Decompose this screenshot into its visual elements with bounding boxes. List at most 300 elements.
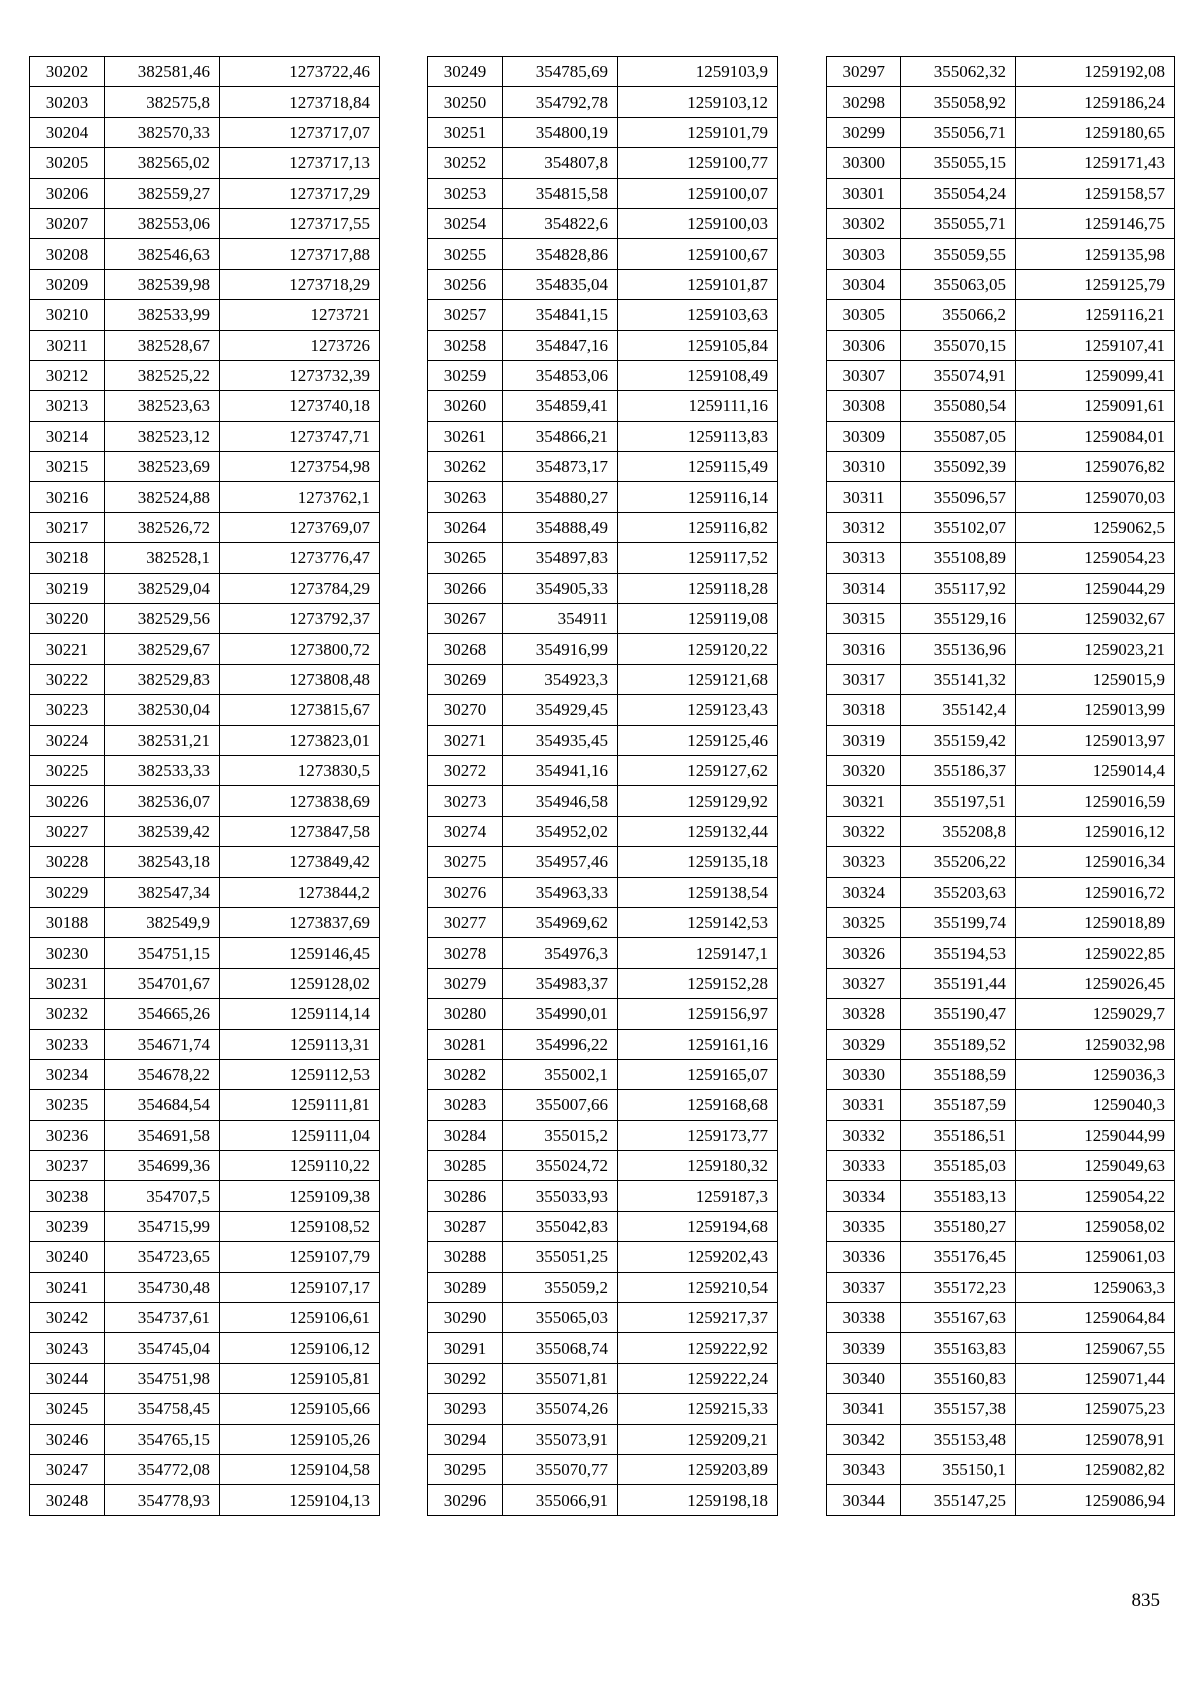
table-row xyxy=(428,1485,778,1515)
point-number-cell: 30226 xyxy=(30,786,105,816)
point-number-cell: 30307 xyxy=(827,360,901,390)
table-row xyxy=(30,725,380,755)
y-coordinate-cell: 1273849,42 xyxy=(220,847,380,877)
y-coordinate-cell: 1273717,29 xyxy=(220,178,380,208)
table-row xyxy=(827,300,1175,330)
x-coordinate-cell: 354772,08 xyxy=(105,1454,220,1484)
point-number-cell: 30292 xyxy=(428,1363,503,1393)
y-coordinate-cell: 1259086,94 xyxy=(1016,1485,1175,1515)
table-row xyxy=(428,512,778,542)
x-coordinate-cell: 382529,04 xyxy=(105,573,220,603)
x-coordinate-cell: 355157,38 xyxy=(901,1394,1016,1424)
y-coordinate-cell: 1259192,08 xyxy=(1016,57,1175,87)
table-row xyxy=(827,1394,1175,1424)
y-coordinate-cell: 1259022,85 xyxy=(1016,938,1175,968)
table-row xyxy=(30,1485,380,1515)
x-coordinate-cell: 354976,3 xyxy=(503,938,618,968)
y-coordinate-cell: 1273717,55 xyxy=(220,208,380,238)
x-coordinate-cell: 355150,1 xyxy=(901,1454,1016,1484)
table-row xyxy=(428,847,778,877)
x-coordinate-cell: 354701,67 xyxy=(105,968,220,998)
point-number-cell: 30231 xyxy=(30,968,105,998)
table-row xyxy=(30,1333,380,1363)
x-coordinate-cell: 354715,99 xyxy=(105,1211,220,1241)
point-number-cell: 30276 xyxy=(428,877,503,907)
table-row xyxy=(827,1272,1175,1302)
x-coordinate-cell: 354778,93 xyxy=(105,1485,220,1515)
x-coordinate-cell: 354665,26 xyxy=(105,999,220,1029)
x-coordinate-cell: 354923,3 xyxy=(503,664,618,694)
point-number-cell: 30272 xyxy=(428,755,503,785)
point-number-cell: 30313 xyxy=(827,543,901,573)
y-coordinate-cell: 1259049,63 xyxy=(1016,1151,1175,1181)
x-coordinate-cell: 355015,2 xyxy=(503,1120,618,1150)
x-coordinate-cell: 354983,37 xyxy=(503,968,618,998)
point-number-cell: 30301 xyxy=(827,178,901,208)
x-coordinate-cell: 382523,63 xyxy=(105,391,220,421)
table-row xyxy=(428,1029,778,1059)
table-row xyxy=(428,117,778,147)
table-row xyxy=(827,786,1175,816)
y-coordinate-cell: 1259091,61 xyxy=(1016,391,1175,421)
table-row xyxy=(30,330,380,360)
point-number-cell: 30316 xyxy=(827,634,901,664)
x-coordinate-cell: 355063,05 xyxy=(901,269,1016,299)
y-coordinate-cell: 1259082,82 xyxy=(1016,1454,1175,1484)
x-coordinate-cell: 354841,15 xyxy=(503,300,618,330)
point-number-cell: 30317 xyxy=(827,664,901,694)
table-row xyxy=(30,1394,380,1424)
y-coordinate-cell: 1273762,1 xyxy=(220,482,380,512)
table-row xyxy=(428,1181,778,1211)
table-row xyxy=(30,1303,380,1333)
point-number-cell: 30268 xyxy=(428,634,503,664)
point-number-cell: 30281 xyxy=(428,1029,503,1059)
y-coordinate-cell: 1259112,53 xyxy=(220,1059,380,1089)
y-coordinate-cell: 1259180,65 xyxy=(1016,117,1175,147)
point-number-cell: 30273 xyxy=(428,786,503,816)
point-number-cell: 30263 xyxy=(428,482,503,512)
table-row xyxy=(827,664,1175,694)
x-coordinate-cell: 355142,4 xyxy=(901,695,1016,725)
y-coordinate-cell: 1259194,68 xyxy=(618,1211,778,1241)
y-coordinate-cell: 1259114,14 xyxy=(220,999,380,1029)
point-number-cell: 30310 xyxy=(827,452,901,482)
table-row xyxy=(30,968,380,998)
y-coordinate-cell: 1259135,98 xyxy=(1016,239,1175,269)
table-row xyxy=(827,725,1175,755)
table-row xyxy=(428,877,778,907)
x-coordinate-cell: 382565,02 xyxy=(105,148,220,178)
point-number-cell: 30223 xyxy=(30,695,105,725)
y-coordinate-cell: 1259202,43 xyxy=(618,1242,778,1272)
y-coordinate-cell: 1259067,55 xyxy=(1016,1333,1175,1363)
point-number-cell: 30339 xyxy=(827,1333,901,1363)
table-row xyxy=(428,57,778,87)
point-number-cell: 30248 xyxy=(30,1485,105,1515)
table-row xyxy=(827,57,1175,87)
y-coordinate-cell: 1273717,13 xyxy=(220,148,380,178)
y-coordinate-cell: 1259016,72 xyxy=(1016,877,1175,907)
table-row xyxy=(428,269,778,299)
table-row xyxy=(428,1120,778,1150)
x-coordinate-cell: 354815,58 xyxy=(503,178,618,208)
point-number-cell: 30225 xyxy=(30,755,105,785)
x-coordinate-cell: 354678,22 xyxy=(105,1059,220,1089)
point-number-cell: 30259 xyxy=(428,360,503,390)
y-coordinate-cell: 1259107,79 xyxy=(220,1242,380,1272)
y-coordinate-cell: 1273718,84 xyxy=(220,87,380,117)
x-coordinate-cell: 354941,16 xyxy=(503,755,618,785)
y-coordinate-cell: 1259075,23 xyxy=(1016,1394,1175,1424)
point-number-cell: 30309 xyxy=(827,421,901,451)
point-number-cell: 30328 xyxy=(827,999,901,1029)
table-row xyxy=(428,543,778,573)
point-number-cell: 30205 xyxy=(30,148,105,178)
y-coordinate-cell: 1259128,02 xyxy=(220,968,380,998)
point-number-cell: 30212 xyxy=(30,360,105,390)
coordinate-tables xyxy=(29,56,1175,1563)
point-number-cell: 30265 xyxy=(428,543,503,573)
point-number-cell: 30217 xyxy=(30,512,105,542)
table-row xyxy=(428,239,778,269)
point-number-cell: 30330 xyxy=(827,1059,901,1089)
y-coordinate-cell: 1273776,47 xyxy=(220,543,380,573)
y-coordinate-cell: 1259107,41 xyxy=(1016,330,1175,360)
table-row xyxy=(827,452,1175,482)
y-coordinate-cell: 1273718,29 xyxy=(220,269,380,299)
x-coordinate-cell: 382526,72 xyxy=(105,512,220,542)
y-coordinate-cell: 1273717,07 xyxy=(220,117,380,147)
y-coordinate-cell: 1259146,45 xyxy=(220,938,380,968)
y-coordinate-cell: 1259158,57 xyxy=(1016,178,1175,208)
table-row xyxy=(30,1211,380,1241)
x-coordinate-cell: 355199,74 xyxy=(901,907,1016,937)
point-number-cell: 30240 xyxy=(30,1242,105,1272)
point-number-cell: 30297 xyxy=(827,57,901,87)
x-coordinate-cell: 355055,15 xyxy=(901,148,1016,178)
table-row xyxy=(428,907,778,937)
x-coordinate-cell: 354822,6 xyxy=(503,208,618,238)
table-row xyxy=(428,695,778,725)
x-coordinate-cell: 355186,51 xyxy=(901,1120,1016,1150)
y-coordinate-cell: 1259210,54 xyxy=(618,1272,778,1302)
table-row xyxy=(827,239,1175,269)
x-coordinate-cell: 355159,42 xyxy=(901,725,1016,755)
x-coordinate-cell: 382528,67 xyxy=(105,330,220,360)
point-number-cell: 30315 xyxy=(827,604,901,634)
point-number-cell: 30251 xyxy=(428,117,503,147)
y-coordinate-cell: 1259161,16 xyxy=(618,1029,778,1059)
x-coordinate-cell: 382549,9 xyxy=(105,907,220,937)
x-coordinate-cell: 355187,59 xyxy=(901,1090,1016,1120)
y-coordinate-cell: 1273717,88 xyxy=(220,239,380,269)
x-coordinate-cell: 355129,16 xyxy=(901,604,1016,634)
x-coordinate-cell: 355189,52 xyxy=(901,1029,1016,1059)
y-coordinate-cell: 1259029,7 xyxy=(1016,999,1175,1029)
table-row xyxy=(428,573,778,603)
y-coordinate-cell: 1259152,28 xyxy=(618,968,778,998)
x-coordinate-cell: 355163,83 xyxy=(901,1333,1016,1363)
table-row xyxy=(827,330,1175,360)
point-number-cell: 30300 xyxy=(827,148,901,178)
coordinate-table-3 xyxy=(826,56,1175,1516)
table-row xyxy=(827,907,1175,937)
table-row xyxy=(30,360,380,390)
table-row xyxy=(30,907,380,937)
x-coordinate-cell: 354792,78 xyxy=(503,87,618,117)
y-coordinate-cell: 1259018,89 xyxy=(1016,907,1175,937)
point-number-cell: 30220 xyxy=(30,604,105,634)
y-coordinate-cell: 1273838,69 xyxy=(220,786,380,816)
x-coordinate-cell: 355194,53 xyxy=(901,938,1016,968)
y-coordinate-cell: 1259058,02 xyxy=(1016,1211,1175,1241)
y-coordinate-cell: 1259142,53 xyxy=(618,907,778,937)
table-row xyxy=(827,1454,1175,1484)
y-coordinate-cell: 1259099,41 xyxy=(1016,360,1175,390)
y-coordinate-cell: 1259119,08 xyxy=(618,604,778,634)
x-coordinate-cell: 382546,63 xyxy=(105,239,220,269)
table-row xyxy=(827,1120,1175,1150)
y-coordinate-cell: 1259111,16 xyxy=(618,391,778,421)
x-coordinate-cell: 382536,07 xyxy=(105,786,220,816)
x-coordinate-cell: 382547,34 xyxy=(105,877,220,907)
point-number-cell: 30207 xyxy=(30,208,105,238)
y-coordinate-cell: 1259105,66 xyxy=(220,1394,380,1424)
point-number-cell: 30331 xyxy=(827,1090,901,1120)
table-row xyxy=(827,604,1175,634)
point-number-cell: 30337 xyxy=(827,1272,901,1302)
y-coordinate-cell: 1259076,82 xyxy=(1016,452,1175,482)
point-number-cell: 30333 xyxy=(827,1151,901,1181)
point-number-cell: 30295 xyxy=(428,1454,503,1484)
table-row xyxy=(30,786,380,816)
table-row xyxy=(428,391,778,421)
point-number-cell: 30327 xyxy=(827,968,901,998)
y-coordinate-cell: 1273830,5 xyxy=(220,755,380,785)
point-number-cell: 30208 xyxy=(30,239,105,269)
table-row xyxy=(827,512,1175,542)
table-row xyxy=(30,604,380,634)
point-number-cell: 30274 xyxy=(428,816,503,846)
y-coordinate-cell: 1273721 xyxy=(220,300,380,330)
table-row xyxy=(428,725,778,755)
x-coordinate-cell: 355147,25 xyxy=(901,1485,1016,1515)
x-coordinate-cell: 354751,15 xyxy=(105,938,220,968)
y-coordinate-cell: 1259100,07 xyxy=(618,178,778,208)
y-coordinate-cell: 1259104,58 xyxy=(220,1454,380,1484)
y-coordinate-cell: 1259147,1 xyxy=(618,938,778,968)
point-number-cell: 30262 xyxy=(428,452,503,482)
x-coordinate-cell: 354911 xyxy=(503,604,618,634)
y-coordinate-cell: 1259111,81 xyxy=(220,1090,380,1120)
y-coordinate-cell: 1259103,9 xyxy=(618,57,778,87)
x-coordinate-cell: 355055,71 xyxy=(901,208,1016,238)
table-row xyxy=(827,877,1175,907)
point-number-cell: 30341 xyxy=(827,1394,901,1424)
point-number-cell: 30325 xyxy=(827,907,901,937)
x-coordinate-cell: 354952,02 xyxy=(503,816,618,846)
x-coordinate-cell: 355056,71 xyxy=(901,117,1016,147)
x-coordinate-cell: 354905,33 xyxy=(503,573,618,603)
point-number-cell: 30277 xyxy=(428,907,503,937)
table-row xyxy=(428,360,778,390)
table-row xyxy=(30,482,380,512)
point-number-cell: 30343 xyxy=(827,1454,901,1484)
x-coordinate-cell: 354897,83 xyxy=(503,543,618,573)
x-coordinate-cell: 354707,5 xyxy=(105,1181,220,1211)
point-number-cell: 30285 xyxy=(428,1151,503,1181)
x-coordinate-cell: 355074,91 xyxy=(901,360,1016,390)
x-coordinate-cell: 354699,36 xyxy=(105,1151,220,1181)
table-row xyxy=(30,1424,380,1454)
point-number-cell: 30252 xyxy=(428,148,503,178)
table-row xyxy=(30,452,380,482)
y-coordinate-cell: 1259116,21 xyxy=(1016,300,1175,330)
x-coordinate-cell: 354990,01 xyxy=(503,999,618,1029)
x-coordinate-cell: 354888,49 xyxy=(503,512,618,542)
point-number-cell: 30322 xyxy=(827,816,901,846)
table-row xyxy=(827,87,1175,117)
x-coordinate-cell: 382553,06 xyxy=(105,208,220,238)
x-coordinate-cell: 354969,62 xyxy=(503,907,618,937)
y-coordinate-cell: 1273800,72 xyxy=(220,634,380,664)
point-number-cell: 30239 xyxy=(30,1211,105,1241)
x-coordinate-cell: 355065,03 xyxy=(503,1303,618,1333)
point-number-cell: 30289 xyxy=(428,1272,503,1302)
point-number-cell: 30288 xyxy=(428,1242,503,1272)
point-number-cell: 30256 xyxy=(428,269,503,299)
table-row xyxy=(30,421,380,451)
x-coordinate-cell: 382524,88 xyxy=(105,482,220,512)
table-row xyxy=(30,1120,380,1150)
point-number-cell: 30321 xyxy=(827,786,901,816)
x-coordinate-cell: 355059,55 xyxy=(901,239,1016,269)
point-number-cell: 30314 xyxy=(827,573,901,603)
y-coordinate-cell: 1273808,48 xyxy=(220,664,380,694)
y-coordinate-cell: 1259016,59 xyxy=(1016,786,1175,816)
point-number-cell: 30334 xyxy=(827,1181,901,1211)
x-coordinate-cell: 355033,93 xyxy=(503,1181,618,1211)
x-coordinate-cell: 355080,54 xyxy=(901,391,1016,421)
table-row xyxy=(428,1424,778,1454)
x-coordinate-cell: 354873,17 xyxy=(503,452,618,482)
y-coordinate-cell: 1259101,87 xyxy=(618,269,778,299)
table-row xyxy=(428,148,778,178)
x-coordinate-cell: 354835,04 xyxy=(503,269,618,299)
x-coordinate-cell: 355068,74 xyxy=(503,1333,618,1363)
point-number-cell: 30305 xyxy=(827,300,901,330)
x-coordinate-cell: 355042,83 xyxy=(503,1211,618,1241)
x-coordinate-cell: 355002,1 xyxy=(503,1059,618,1089)
table-row xyxy=(827,938,1175,968)
point-number-cell: 30308 xyxy=(827,391,901,421)
x-coordinate-cell: 355066,2 xyxy=(901,300,1016,330)
x-coordinate-cell: 382529,83 xyxy=(105,664,220,694)
x-coordinate-cell: 354751,98 xyxy=(105,1363,220,1393)
table-row xyxy=(30,877,380,907)
point-number-cell: 30283 xyxy=(428,1090,503,1120)
y-coordinate-cell: 1259103,63 xyxy=(618,300,778,330)
point-number-cell: 30203 xyxy=(30,87,105,117)
x-coordinate-cell: 382543,18 xyxy=(105,847,220,877)
point-number-cell: 30282 xyxy=(428,1059,503,1089)
y-coordinate-cell: 1259044,99 xyxy=(1016,1120,1175,1150)
point-number-cell: 30299 xyxy=(827,117,901,147)
point-number-cell: 30236 xyxy=(30,1120,105,1150)
table-row xyxy=(30,999,380,1029)
table-row xyxy=(30,1272,380,1302)
x-coordinate-cell: 355059,2 xyxy=(503,1272,618,1302)
y-coordinate-cell: 1259203,89 xyxy=(618,1454,778,1484)
point-number-cell: 30246 xyxy=(30,1424,105,1454)
point-number-cell: 30238 xyxy=(30,1181,105,1211)
x-coordinate-cell: 355092,39 xyxy=(901,452,1016,482)
point-number-cell: 30254 xyxy=(428,208,503,238)
x-coordinate-cell: 354684,54 xyxy=(105,1090,220,1120)
table-row xyxy=(827,999,1175,1029)
y-coordinate-cell: 1259100,67 xyxy=(618,239,778,269)
y-coordinate-cell: 1259070,03 xyxy=(1016,482,1175,512)
y-coordinate-cell: 1259013,99 xyxy=(1016,695,1175,725)
y-coordinate-cell: 1273722,46 xyxy=(220,57,380,87)
point-number-cell: 30213 xyxy=(30,391,105,421)
table-row xyxy=(30,543,380,573)
table-row xyxy=(30,1029,380,1059)
x-coordinate-cell: 355074,26 xyxy=(503,1394,618,1424)
y-coordinate-cell: 1259103,12 xyxy=(618,87,778,117)
x-coordinate-cell: 354929,45 xyxy=(503,695,618,725)
x-coordinate-cell: 382529,67 xyxy=(105,634,220,664)
x-coordinate-cell: 354828,86 xyxy=(503,239,618,269)
x-coordinate-cell: 355070,15 xyxy=(901,330,1016,360)
x-coordinate-cell: 355191,44 xyxy=(901,968,1016,998)
point-number-cell: 30296 xyxy=(428,1485,503,1515)
point-number-cell: 30298 xyxy=(827,87,901,117)
point-number-cell: 30279 xyxy=(428,968,503,998)
x-coordinate-cell: 382529,56 xyxy=(105,604,220,634)
y-coordinate-cell: 1273792,37 xyxy=(220,604,380,634)
y-coordinate-cell: 1273844,2 xyxy=(220,877,380,907)
point-number-cell: 30222 xyxy=(30,664,105,694)
y-coordinate-cell: 1259040,3 xyxy=(1016,1090,1175,1120)
point-number-cell: 30230 xyxy=(30,938,105,968)
point-number-cell: 30271 xyxy=(428,725,503,755)
point-number-cell: 30257 xyxy=(428,300,503,330)
point-number-cell: 30320 xyxy=(827,755,901,785)
table-row xyxy=(428,604,778,634)
point-number-cell: 30302 xyxy=(827,208,901,238)
table-row xyxy=(827,482,1175,512)
y-coordinate-cell: 1273769,07 xyxy=(220,512,380,542)
table-row xyxy=(827,695,1175,725)
table-row xyxy=(30,391,380,421)
y-coordinate-cell: 1259171,43 xyxy=(1016,148,1175,178)
table-row xyxy=(428,1303,778,1333)
point-number-cell: 30253 xyxy=(428,178,503,208)
y-coordinate-cell: 1259016,12 xyxy=(1016,816,1175,846)
table-row xyxy=(827,391,1175,421)
y-coordinate-cell: 1273815,67 xyxy=(220,695,380,725)
point-number-cell: 30306 xyxy=(827,330,901,360)
y-coordinate-cell: 1259084,01 xyxy=(1016,421,1175,451)
table-row xyxy=(30,57,380,87)
x-coordinate-cell: 355153,48 xyxy=(901,1424,1016,1454)
x-coordinate-cell: 355188,59 xyxy=(901,1059,1016,1089)
table-row xyxy=(428,482,778,512)
point-number-cell: 30243 xyxy=(30,1333,105,1363)
y-coordinate-cell: 1273747,71 xyxy=(220,421,380,451)
